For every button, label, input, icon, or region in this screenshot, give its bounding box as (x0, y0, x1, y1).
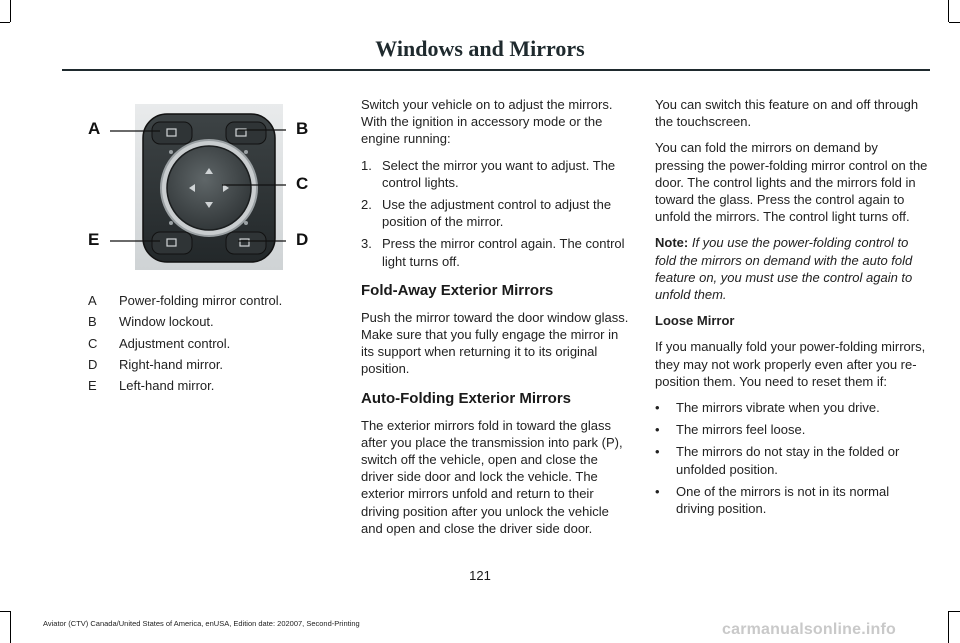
touchscreen-paragraph: You can switch this feature on and off through the touchscreen. (655, 97, 919, 130)
bullet-text: The mirrors do not stay in the folded or unfolded position. (676, 444, 900, 477)
callout-c: C (296, 174, 309, 193)
legend-item (88, 313, 328, 334)
reset-conditions-list (655, 399, 930, 517)
list-item (361, 157, 633, 191)
callout-e: E (88, 230, 100, 249)
step-text: Select the mirror you want to adjust. The control lights. (382, 157, 616, 190)
crop-mark (0, 611, 10, 612)
list-item (361, 235, 633, 269)
mirror-control-panel-svg (88, 100, 328, 272)
legend-key: B (88, 314, 97, 330)
legend-item (88, 292, 328, 313)
step-number: 3. (361, 236, 372, 252)
note-text: If you use the power-folding control to fold the mirrors on demand with the auto fold feature on, you must use the control again to unfold them. (655, 235, 913, 303)
crop-mark (948, 611, 949, 643)
crop-mark (949, 611, 960, 612)
crop-mark (948, 0, 949, 22)
column-left (88, 100, 328, 398)
legend-item (88, 356, 328, 377)
crop-mark (0, 22, 10, 23)
on-demand-paragraph: You can fold the mirrors on demand by pressing the power-folding mirror control on the door. The control lights and the mirrors fold in toward the glass. Press the control again to unfold the mirrors. The control light turns off. (655, 140, 928, 225)
bullet-glyph: • (655, 444, 660, 460)
legend-item (88, 377, 328, 398)
column-right (655, 96, 930, 522)
mirror-control-illustration (88, 100, 328, 272)
list-item (655, 399, 930, 416)
callout-b: B (296, 119, 309, 138)
legend-text: Power-folding mirror control. (119, 293, 283, 308)
auto-folding-paragraph: The exterior mirrors fold in toward the glass after you place the transmission into park (P), switch off the vehicle, open and close the driver side door and lock the vehicle. The exterior mirrors unfold and return to their driving position after you unlock the vehicle and open and close the driver side door. (361, 417, 623, 536)
page-number: 121 (469, 568, 491, 583)
callout-a: A (88, 119, 101, 138)
list-item (655, 443, 930, 477)
note-paragraph (655, 234, 930, 303)
bullet-glyph: • (655, 400, 660, 416)
note-label: Note: (655, 235, 689, 251)
column-middle (361, 96, 633, 546)
site-watermark: carmanualsonline.info (722, 621, 897, 638)
step-number: 1. (361, 157, 372, 173)
legend-text: Adjustment control. (119, 335, 231, 351)
bullet-text: The mirrors vibrate when you drive. (676, 400, 880, 416)
step-number: 2. (361, 197, 372, 213)
list-item (655, 421, 930, 438)
page-title: Windows and Mirrors (375, 36, 585, 61)
legend-text: Left-hand mirror. (119, 378, 215, 394)
callout-d: D (296, 230, 309, 249)
header-divider (62, 69, 930, 71)
intro-paragraph: Switch your vehicle on to adjust the mirrors. With the ignition in accessory mode or the engine running: (361, 97, 613, 147)
list-item (655, 483, 930, 517)
section-heading-fold-away: Fold-Away Exterior Mirrors (361, 281, 554, 299)
legend-text: Window lockout. (119, 314, 214, 330)
loose-mirror-paragraph: If you manually fold your power-folding mirrors, they may not work properly even after you re-position them. You need to reset them if: (655, 339, 926, 389)
legend-key: C (88, 335, 98, 351)
legend-key: D (88, 356, 98, 372)
step-text: Press the mirror control again. The control light turns off. (382, 236, 625, 269)
legend-item (88, 335, 328, 356)
edition-footer: Aviator (CTV) Canada/United States of America, enUSA, Edition date: 202007, Second-Printing (43, 619, 360, 628)
crop-mark (10, 611, 11, 643)
section-heading-auto-folding: Auto-Folding Exterior Mirrors (361, 389, 571, 407)
crop-mark (949, 22, 960, 23)
adjust-steps-list (361, 157, 633, 270)
bullet-text: One of the mirrors is not in its normal driving position. (676, 483, 890, 517)
crop-mark (10, 0, 11, 22)
legend-text: Right-hand mirror. (119, 356, 224, 372)
figure-legend (88, 292, 328, 398)
list-item (361, 196, 633, 230)
legend-key: A (88, 293, 97, 308)
fold-away-paragraph: Push the mirror toward the door window glass. Make sure that you fully engage the mirror in its support when returning it to its original position. (361, 309, 629, 377)
legend-key: E (88, 378, 97, 394)
bullet-glyph: • (655, 483, 660, 499)
bullet-glyph: • (655, 422, 660, 438)
bullet-text: The mirrors feel loose. (676, 422, 806, 438)
step-text: Use the adjustment control to adjust the position of the mirror. (382, 197, 612, 230)
subheading-loose-mirror: Loose Mirror (655, 313, 735, 329)
